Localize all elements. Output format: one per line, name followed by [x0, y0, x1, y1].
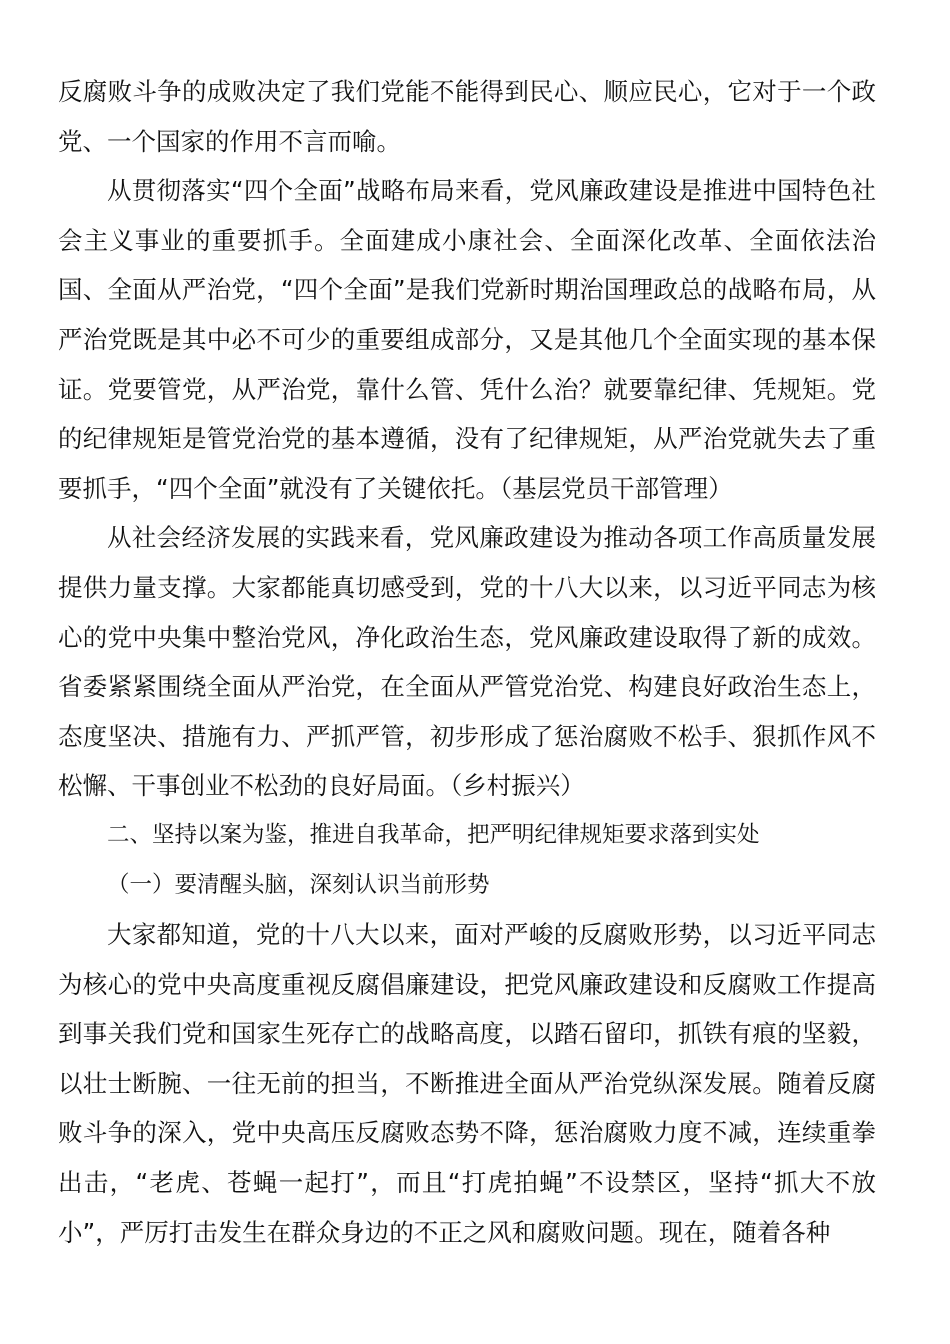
paragraph-continuation: 反腐败斗争的成败决定了我们党能不能得到民心、顺应民心，它对于一个政党、一个国家的作用不言而喻。 [58, 77, 876, 156]
subsection-heading-one: （一）要清醒头脑，深刻认识当前形势 [107, 871, 490, 898]
paragraph-economic-development: 从社会经济发展的实践来看，党风廉政建设为推动各项工作高质量发展提供力量支撑。大家都能真切感受到，党的十八大以来，以习近平同志为核心的党中央集中整治党风，净化政治生态，党风廉政建设取得了新的成效。省委紧紧围绕全面从严治党，在全面从严管党治党、构建良好政治生态上，态度坚决、措施有力、严抓严管，初步形成了惩治腐败不松手、狠抓作风不松懈、干事创业不松劲的良好局面。（乡村振兴） [58, 523, 876, 801]
document-body [58, 67, 876, 1257]
paragraph-four-comprehensives: 从贯彻落实“四个全面”战略布局来看，党风廉政建设是推进中国特色社会主义事业的重要抓手。全面建成小康社会、全面深化改革、全面依法治国、全面从严治党，“四个全面”是我们党新时期治国理政总的战略布局，从严治党既是其中必不可少的重要组成部分，又是其他几个全面实现的基本保证。党要管党，从严治党，靠什么管、凭什么治？就要靠纪律、凭规矩。党的纪律规矩是管党治党的基本遵循，没有了纪律规矩，从严治党就失去了重要抓手，“四个全面”就没有了关键依托。（基层党员干部管理） [58, 176, 876, 503]
paragraph-anti-corruption-situation: 大家都知道，党的十八大以来，面对严峻的反腐败形势，以习近平同志为核心的党中央高度重视反腐倡廉建设，把党风廉政建设和反腐败工作提高到事关我们党和国家生死存亡的战略高度，以踏石留印，抓铁有痕的坚毅，以壮士断腕、一往无前的担当，不断推进全面从严治党纵深发展。随着反腐败斗争的深入，党中央高压反腐败态势不降，惩治腐败力度不减，连续重拳出击，“老虎、苍蝇一起打”，而且“打虎拍蝇”不设禁区，坚持“抓大不放小”，严厉打击发生在群众身边的不正之风和腐败问题。现在，随着各种 [58, 920, 876, 1247]
section-heading-two: 二、坚持以案为鉴，推进自我革命，把严明纪律规矩要求落到实处 [107, 821, 760, 848]
